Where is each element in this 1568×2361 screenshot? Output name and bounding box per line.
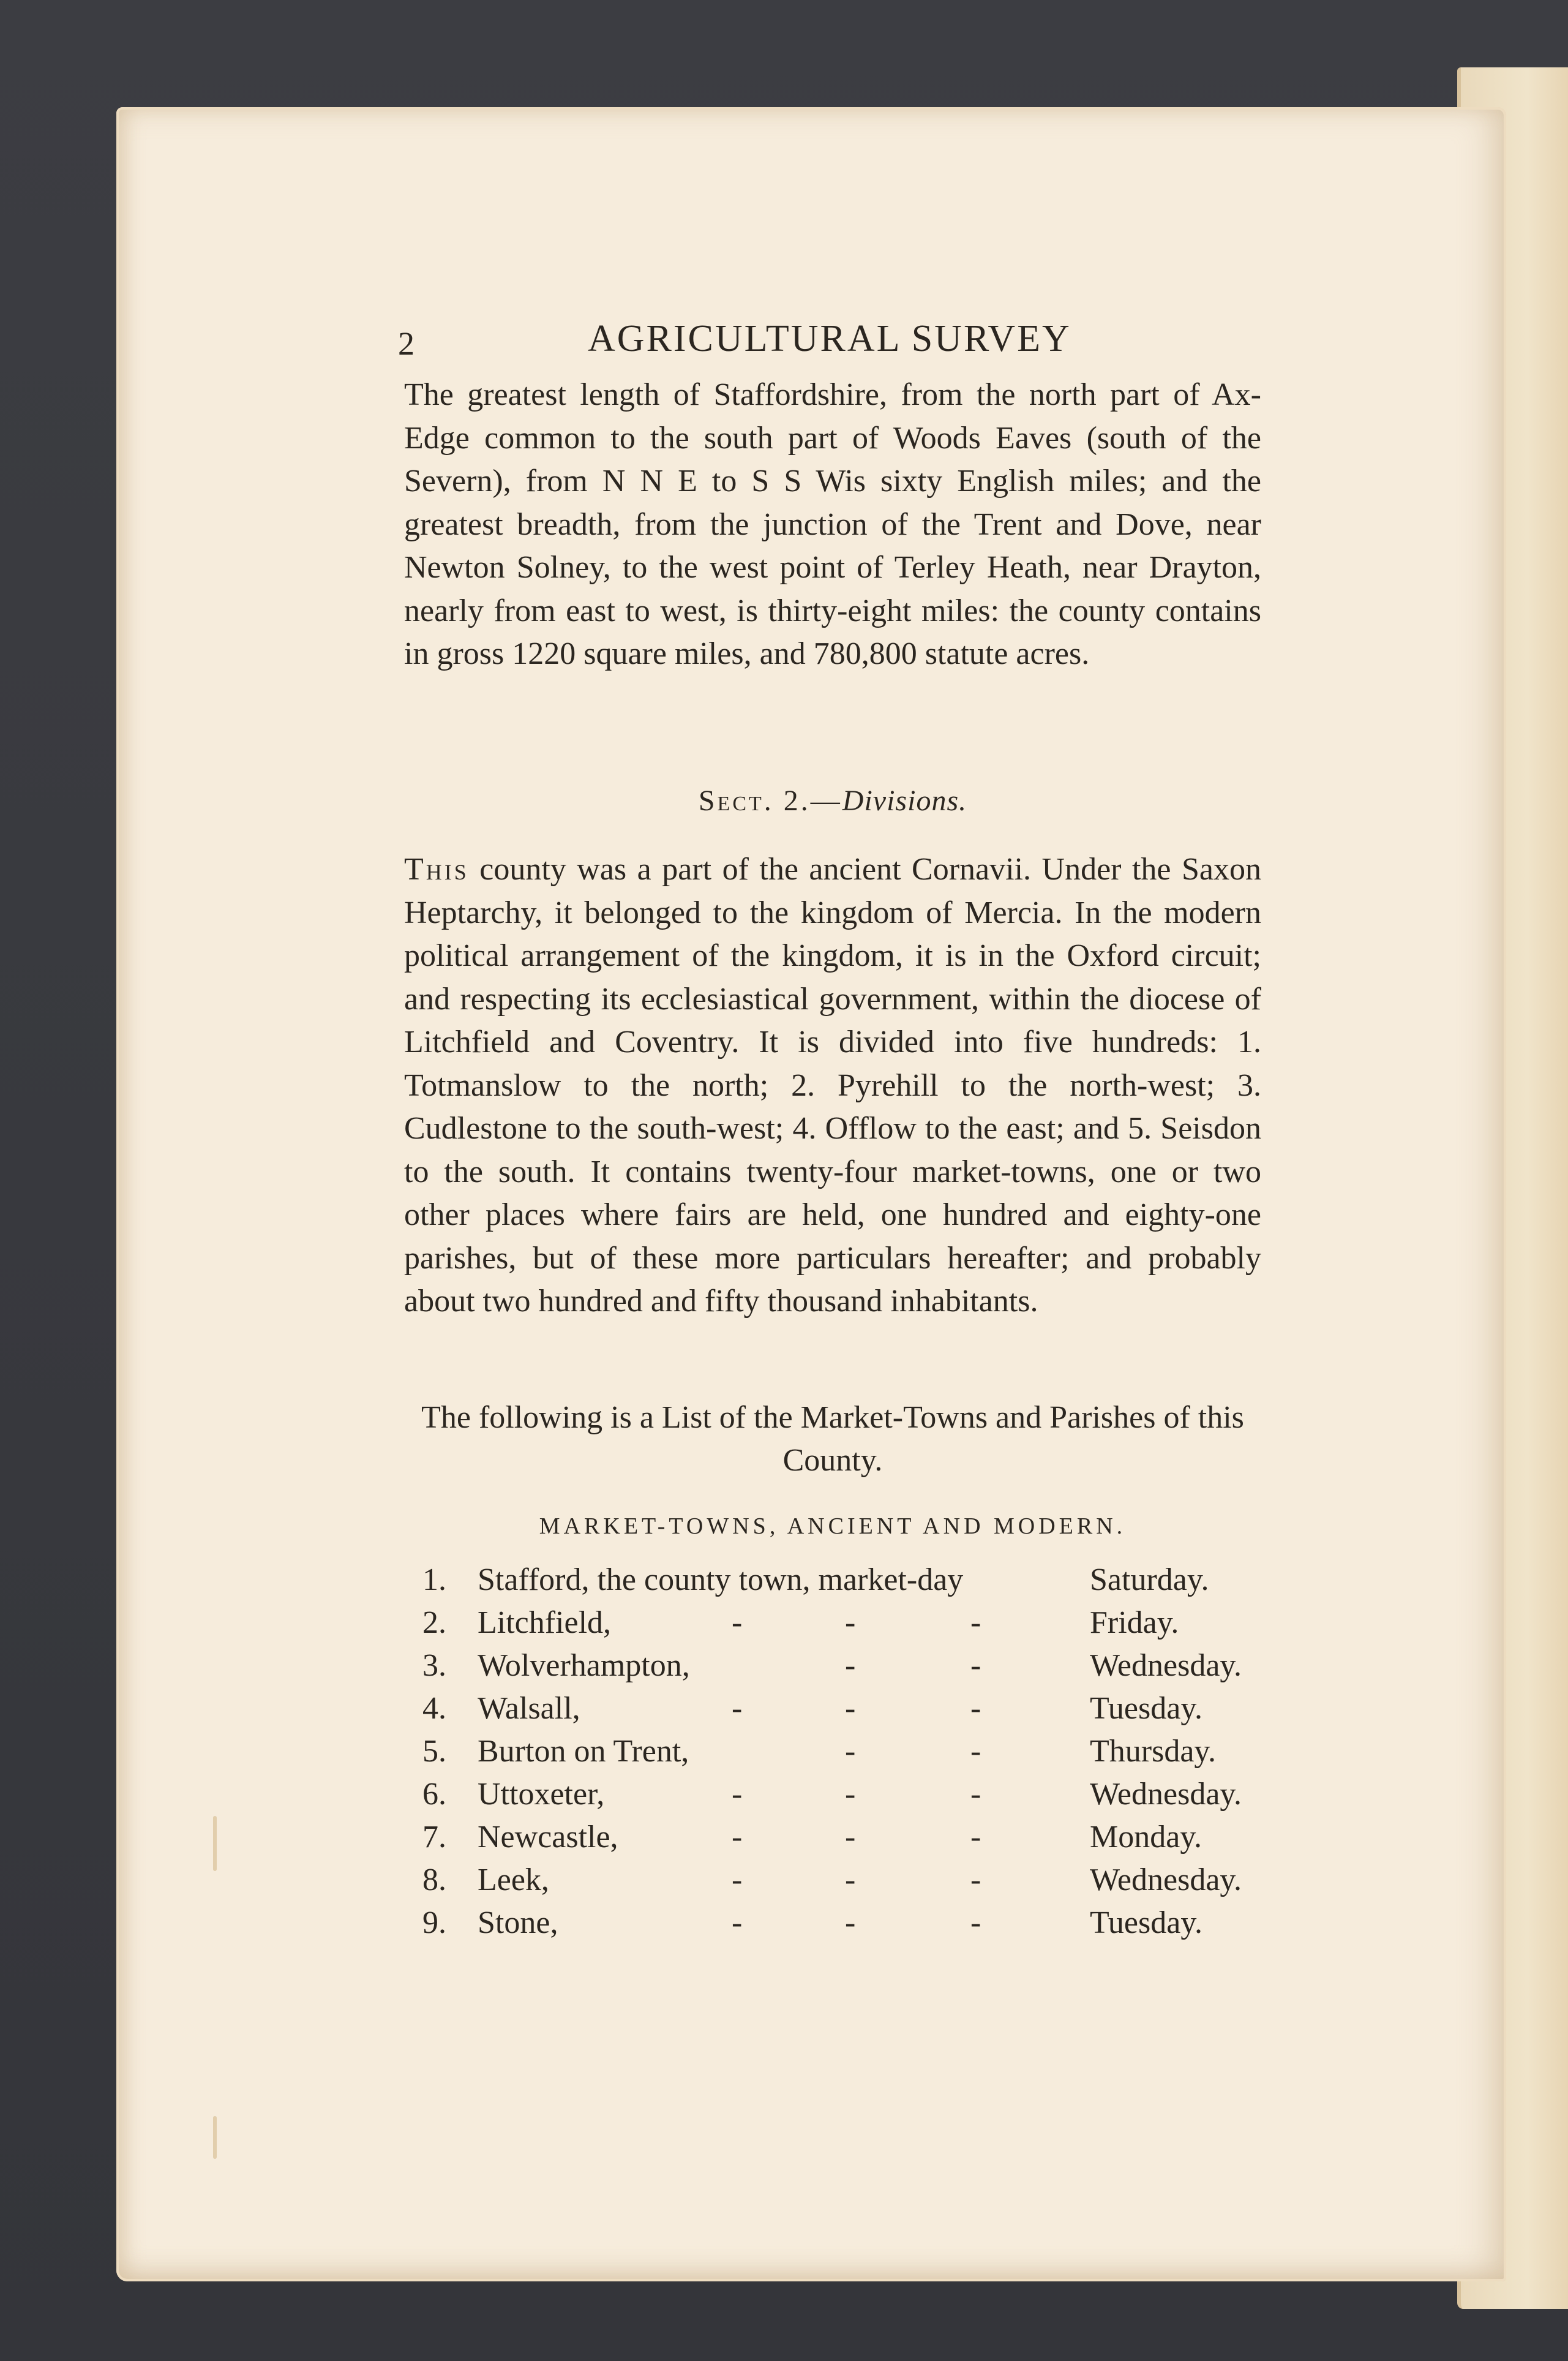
town-name: Newcastle, — [478, 1820, 618, 1855]
market-towns-list — [422, 1562, 1280, 1948]
market-day: Saturday. — [1090, 1562, 1209, 1597]
list-item — [422, 1562, 1280, 1605]
page-edge-mark — [213, 1816, 217, 1871]
item-number: 7. — [422, 1820, 446, 1855]
leader-dash: - — [732, 1691, 743, 1726]
item-number: 6. — [422, 1777, 446, 1812]
market-day: Friday. — [1090, 1605, 1179, 1640]
town-name: Wolverhampton, — [478, 1648, 690, 1683]
leader-dash: - — [732, 1905, 743, 1940]
market-day: Monday. — [1090, 1820, 1202, 1855]
leader-dash: - — [732, 1862, 743, 1897]
page-edge-mark — [213, 2116, 217, 2159]
leader-dash: - — [732, 1777, 743, 1812]
item-number: 5. — [422, 1734, 446, 1769]
market-day: Wednesday. — [1090, 1777, 1242, 1812]
leader-dash: - — [845, 1691, 856, 1726]
leader-dash: - — [970, 1691, 981, 1726]
item-number: 3. — [422, 1648, 446, 1683]
market-day: Thursday. — [1090, 1734, 1217, 1769]
leader-dash: - — [970, 1820, 981, 1855]
town-name: Leek, — [478, 1862, 549, 1897]
town-name: Stafford, the county town, market-day — [478, 1562, 964, 1597]
paragraph-dimensions: The greatest length of Staffordshire, from the north part of Ax-Edge common to the south part of Woods Eaves (south of the Severn), from N N E to S S Wis sixty English miles; and the greatest breadth, from the junction of the Trent and Dove, near Newton Solney, to the west point of Terley Heath, near Drayton, nearly from east to west, is thirty-eight miles: the county contains in gross 1220 square miles, and 780,800 statute acres. — [404, 377, 1261, 671]
market-day: Wednesday. — [1090, 1648, 1242, 1683]
list-item — [422, 1605, 1280, 1647]
leader-dash: - — [845, 1648, 856, 1683]
paragraph-first-word: This — [404, 852, 469, 887]
town-name: Stone, — [478, 1905, 558, 1940]
list-item — [422, 1905, 1280, 1948]
leader-dash: - — [732, 1605, 743, 1640]
list-item — [422, 1862, 1280, 1905]
leader-dash: - — [970, 1862, 981, 1897]
item-number: 1. — [422, 1562, 446, 1597]
item-number: 9. — [422, 1905, 446, 1940]
section-title: Divisions. — [842, 785, 967, 817]
list-item — [422, 1819, 1280, 1862]
leader-dash: - — [845, 1777, 856, 1812]
leader-dash: - — [970, 1648, 981, 1683]
item-number: 8. — [422, 1862, 446, 1897]
leader-dash: - — [845, 1820, 856, 1855]
market-day: Tuesday. — [1090, 1691, 1202, 1726]
list-item — [422, 1776, 1280, 1819]
leader-dash: - — [845, 1605, 856, 1640]
town-name: Litchfield, — [478, 1605, 612, 1640]
leader-dash: - — [970, 1905, 981, 1940]
page-number: 2 — [398, 325, 415, 362]
running-head: AGRICULTURAL SURVEY — [588, 318, 1071, 360]
town-name: Burton on Trent, — [478, 1734, 689, 1769]
paragraph-body: county was a part of the ancient Cornavii. Under the Saxon Heptarchy, it belonged to the kingdom of Mercia. In the modern political arrangement of the kingdom, it is in the Oxford circuit; and respecting its ecclesiastical government, within the diocese of Litchfield and Coventry. It is divided into five hundreds: 1. Totmanslow to the north; 2. Pyrehill to the north-west; 3. Cudlestone to the south-west; 4. Offlow to the east; and 5. Seisdon to the south. It contains twenty-four market-towns, one or two other places where fairs are held, one hundred and eighty-one parishes, but of these more particulars hereafter; and probably about two hundred and fifty thousand inhabitants. — [404, 852, 1261, 1319]
leader-dash: - — [732, 1820, 743, 1855]
leader-dash: - — [970, 1605, 981, 1640]
leader-dash: - — [845, 1905, 856, 1940]
leader-dash: - — [970, 1734, 981, 1769]
list-item — [422, 1690, 1280, 1733]
town-name: Uttoxeter, — [478, 1777, 605, 1812]
table-title: MARKET-TOWNS, ANCIENT AND MODERN. — [539, 1513, 1127, 1539]
leader-dash: - — [845, 1734, 856, 1769]
page-header — [398, 312, 1267, 367]
market-day: Wednesday. — [1090, 1862, 1242, 1897]
item-number: 4. — [422, 1691, 446, 1726]
section-heading — [404, 784, 1261, 818]
list-item — [422, 1647, 1280, 1690]
list-item — [422, 1733, 1280, 1776]
leader-dash: - — [970, 1777, 981, 1812]
market-day: Tuesday. — [1090, 1905, 1202, 1940]
leader-dash: - — [845, 1862, 856, 1897]
item-number: 2. — [422, 1605, 446, 1640]
paragraph-divisions — [404, 848, 1261, 1324]
list-intro: The following is a List of the Market-Towns and Parishes of this County. — [421, 1400, 1244, 1478]
section-number: Sect. 2.— — [698, 785, 842, 817]
town-name: Walsall, — [478, 1691, 580, 1726]
